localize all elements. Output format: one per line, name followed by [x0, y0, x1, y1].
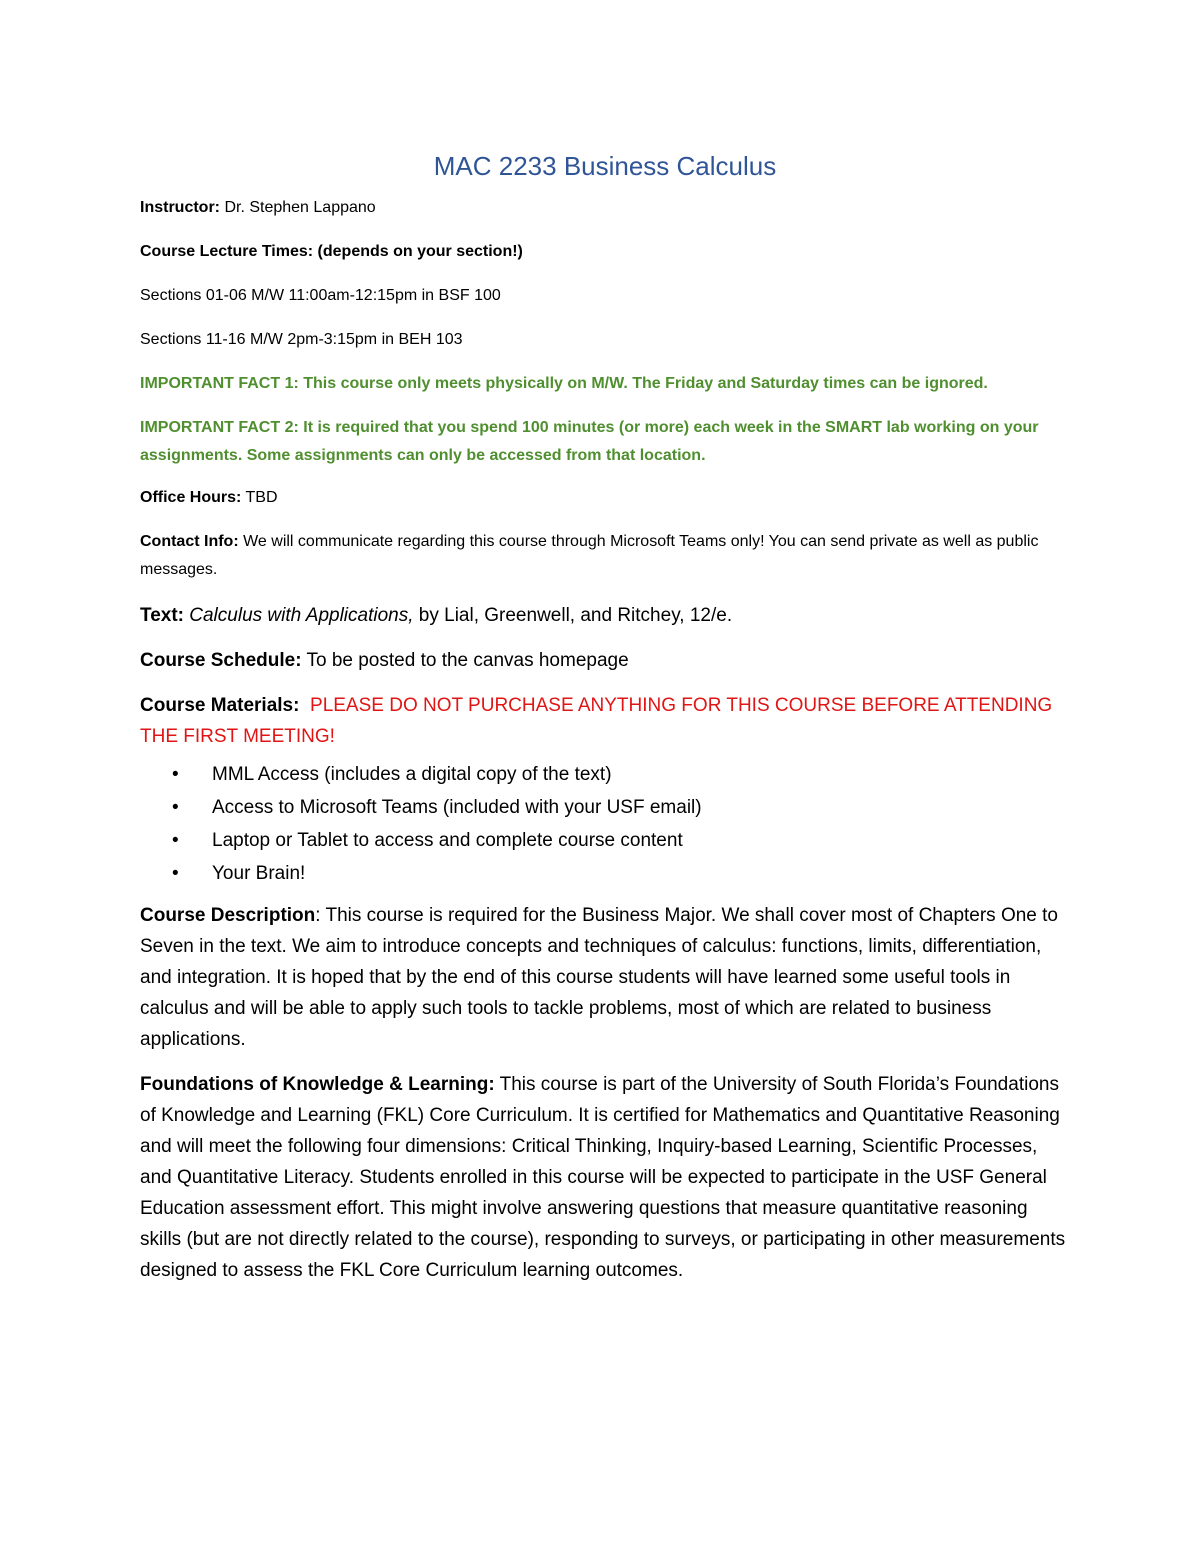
materials-list: [140, 758, 1070, 890]
list-item-text: Laptop or Tablet to access and complete course content: [212, 830, 683, 851]
bullet-icon: •: [172, 863, 179, 884]
text-line: [140, 600, 1070, 631]
important-fact-2: IMPORTANT FACT 2: It is required that you spend 100 minutes (or more) each week in the SMART lab working on your assignments. Some assignments can only be accessed from that location.: [140, 419, 1039, 464]
schedule-value: To be posted to the canvas homepage: [301, 650, 629, 671]
contact-info-label: Contact Info:: [140, 533, 239, 550]
list-item-text: Access to Microsoft Teams (included with your USF email): [212, 797, 702, 818]
schedule-line: [140, 645, 1070, 676]
materials-warning: PLEASE DO NOT PURCHASE ANYTHING FOR THIS COURSE BEFORE ATTENDING THE FIRST MEETING!: [140, 695, 1053, 747]
section-line-1: Sections 01-06 M/W 11:00am-12:15pm in BSF 100: [140, 287, 501, 304]
list-item: [172, 857, 1070, 890]
list-item: [172, 824, 1070, 857]
instructor-line: [140, 194, 1070, 222]
course-description-text: : This course is required for the Business Major. We shall cover most of Chapters One to Seven in the text. We aim to introduce concepts and techniques of calculus: functions, limits, differentiation, and integration. It is hoped that by the end of this course students will have learned some useful tools in calculus and will be able to apply such tools to tackle problems, most of which are related to business applications.: [140, 905, 1059, 1050]
contact-info-value: We will communicate regarding this course through Microsoft Teams only! You can send private as well as public messages.: [140, 533, 1039, 578]
page-title: MAC 2233 Business Calculus: [433, 151, 777, 181]
foundations-paragraph: [140, 1069, 1070, 1286]
bullet-icon: •: [172, 830, 179, 851]
office-hours-label: Office Hours:: [140, 489, 242, 506]
materials-label: Course Materials:: [140, 695, 300, 716]
instructor-label: Instructor:: [140, 199, 220, 216]
list-item-text: Your Brain!: [212, 863, 306, 884]
text-label: Text:: [140, 605, 184, 626]
materials-line: [140, 690, 1070, 752]
foundations-label: Foundations of Knowledge & Learning:: [140, 1074, 495, 1095]
list-item-text: MML Access (includes a digital copy of the text): [212, 764, 612, 785]
bullet-icon: •: [172, 797, 179, 818]
important-fact-1: IMPORTANT FACT 1: This course only meets physically on M/W. The Friday and Saturday times can be ignored.: [140, 375, 988, 392]
office-hours-line: [140, 484, 1070, 512]
schedule-label: Course Schedule:: [140, 650, 302, 671]
contact-info-line: [140, 528, 1070, 584]
instructor-value: Dr. Stephen Lappano: [220, 199, 376, 216]
lecture-times-label: Course Lecture Times: (depends on your section!): [140, 243, 523, 260]
text-book-title: Calculus with Applications,: [189, 605, 414, 626]
syllabus-page: [140, 148, 1070, 1300]
lecture-times-heading: [140, 238, 1070, 266]
list-item: [172, 758, 1070, 791]
office-hours-value: TBD: [241, 489, 278, 506]
bullet-icon: •: [172, 764, 179, 785]
course-description-label: Course Description: [140, 905, 316, 926]
text-authors: by Lial, Greenwell, and Ritchey, 12/e.: [413, 605, 733, 626]
section-line-2: Sections 11-16 M/W 2pm-3:15pm in BEH 103: [140, 331, 463, 348]
foundations-text: This course is part of the University of South Florida’s Foundations of Knowledge and Learning (FKL) Core Curriculum. It is certified for Mathematics and Quantitative Reasoning and will meet the following four dimensions: Critical Thinking, Inquiry-based Learning, Scientific Processes, and Quantitative Literacy. Students enrolled in this course will be expected to participate in the USF General Education assessment effort. This might involve answering questions that measure quantitative reasoning skills (but are not directly related to the course), responding to surveys, or participating in other measurements designed to assess the FKL Core Curriculum learning outcomes.: [140, 1074, 1066, 1281]
list-item: [172, 791, 1070, 824]
course-description: [140, 900, 1070, 1055]
